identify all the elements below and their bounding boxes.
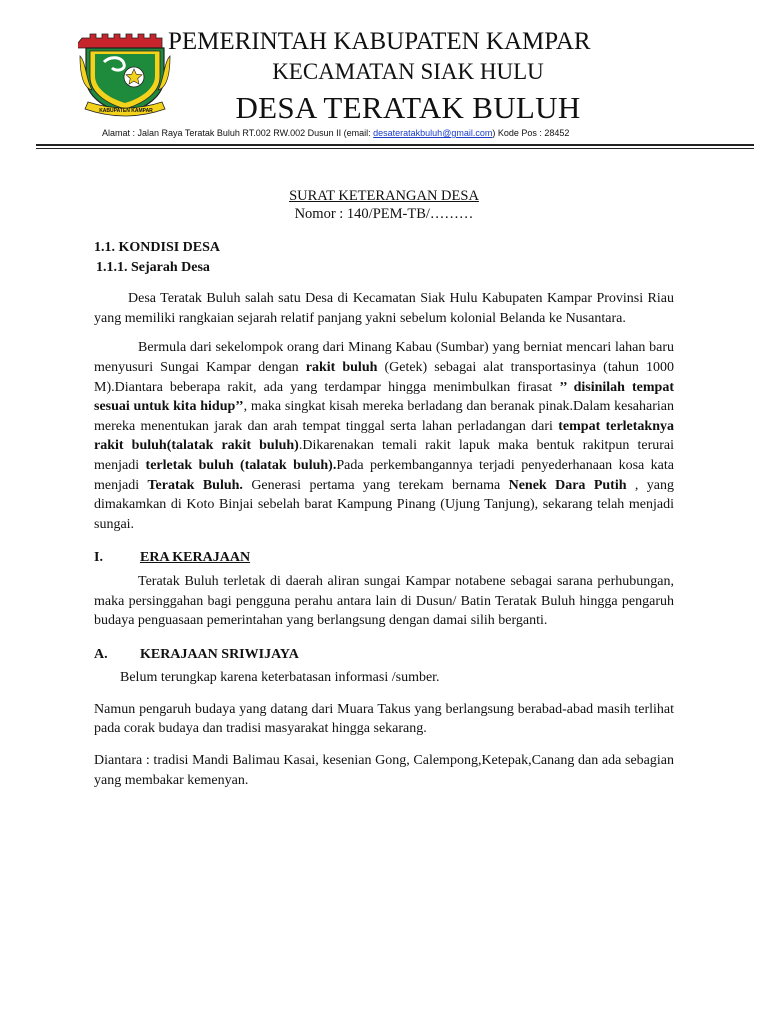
document-number: Nomor : 140/PEM-TB/………: [294, 206, 474, 222]
subsection-heading: 1.1.1. Sejarah Desa: [96, 259, 210, 275]
era-number: I.: [94, 550, 103, 566]
document-title: SURAT KETERANGAN DESA: [289, 188, 479, 204]
document-heading: [94, 187, 674, 223]
district-title: KECAMATAN SIAK HULU: [272, 59, 544, 84]
paragraph-intro: Desa Teratak Buluh salah satu Desa di Kecamatan Siak Hulu Kabupaten Kampar Provinsi Riau yang memiliki rangkaian sejarah relatif panjang yakni sebelum kolonial Belanda ke Nusantara.: [94, 291, 674, 326]
sriwijaya-heading: [94, 645, 674, 665]
history-bold-4: terletak buluh (talatak buluh).: [145, 457, 337, 473]
history-bold-2: ’’ disinilah tempat sesuai untuk kita hidup’’: [94, 379, 674, 415]
letterhead-rule-thick: [36, 144, 754, 146]
sriwijaya-letter: A.: [94, 646, 108, 662]
era-title: ERA KERAJAAN: [140, 550, 251, 566]
history-text-1: Bermula dari sekelompok orang dari Minang Kabau (Sumbar) yang berniat mencari lahan baru menyusuri Sungai Kampar dengan: [94, 340, 674, 375]
history-bold-6: Nenek Dara Putih: [508, 477, 627, 493]
history-text-3: , maka singkat kisah mereka berladang dan beranak pinak.Dalam kesaharian mereka menentukan jarak dan arah tempat tinggal serta lahan perladangan dari: [94, 399, 674, 434]
address-suffix: ) Kode Pos : 28452: [492, 128, 570, 138]
paragraph-influence: Namun pengaruh budaya yang datang dari Muara Takus yang berlangsung berabad-abad masih terlihat pada corak budaya dan tradisi masyarakat hingga sekarang.: [94, 701, 674, 737]
logo-ribbon-text: KABUPATEN KAMPAR: [99, 108, 153, 114]
history-text-5: Pada perkembangannya terjadi penyederhanaan kosa kata menjadi: [94, 457, 674, 493]
history-text-2: (Getek) sebagai alat transportasinya (tahun 1000 M).Diantara beberapa rakit, ada yang terdampar hingga menimbulkan firasat: [94, 359, 674, 395]
paragraph-era: Teratak Buluh terletak di daerah aliran sungai Kampar notabene sebagai sarana perhubungan, maka persinggahan bagi pengguna perahu antara lain di Dusun/ Batin Teratak Buluh hingga pengaruh budaya penguasaan pemerintahan yang berlangsung dengan damai silih berganti.: [94, 573, 674, 629]
government-title: PEMERINTAH KABUPATEN KAMPAR: [168, 28, 591, 55]
history-text-6: Generasi pertama yang terekam bernama: [242, 477, 509, 493]
section-heading: 1.1. KONDISI DESA: [94, 240, 221, 255]
paragraph-sriwijaya: Belum terungkap karena keterbatasan informasi /sumber.: [120, 670, 440, 686]
document-body: [94, 238, 674, 790]
sriwijaya-title: KERAJAAN SRIWIJAYA: [140, 646, 299, 662]
era-heading: [94, 548, 674, 568]
village-title: DESA TERATAK BULUH: [235, 90, 581, 125]
address-prefix: Alamat : Jalan Raya Teratak Buluh RT.002 RW.002 Dusun II (email:: [102, 128, 374, 138]
paragraph-history: [94, 338, 674, 534]
email-link[interactable]: desateratakbuluh@gmail.com: [373, 128, 493, 138]
history-text-7: , yang dimakamkan di Koto Binjai sebelah barat Kampung Pinang (Ujung Tanjung), sekarang telah menjadi sungai.: [94, 477, 675, 532]
letterhead-address: [102, 127, 662, 139]
history-text-4: .Dikarenakan temali rakit lapuk maka bentuk rakitpun terurai menjadi: [94, 438, 675, 473]
letterhead-rule-thin: [36, 148, 754, 149]
paragraph-traditions: Diantara : tradisi Mandi Balimau Kasai, kesenian Gong, Calempong,Ketepak,Canang dan ada sebagian yang membakar kemenyan.: [94, 753, 674, 788]
history-bold-1: rakit buluh: [305, 359, 378, 375]
history-bold-3: tempat terletaknya rakit buluh(talatak rakit buluh): [94, 418, 674, 454]
history-bold-5: Teratak Buluh.: [147, 477, 243, 493]
